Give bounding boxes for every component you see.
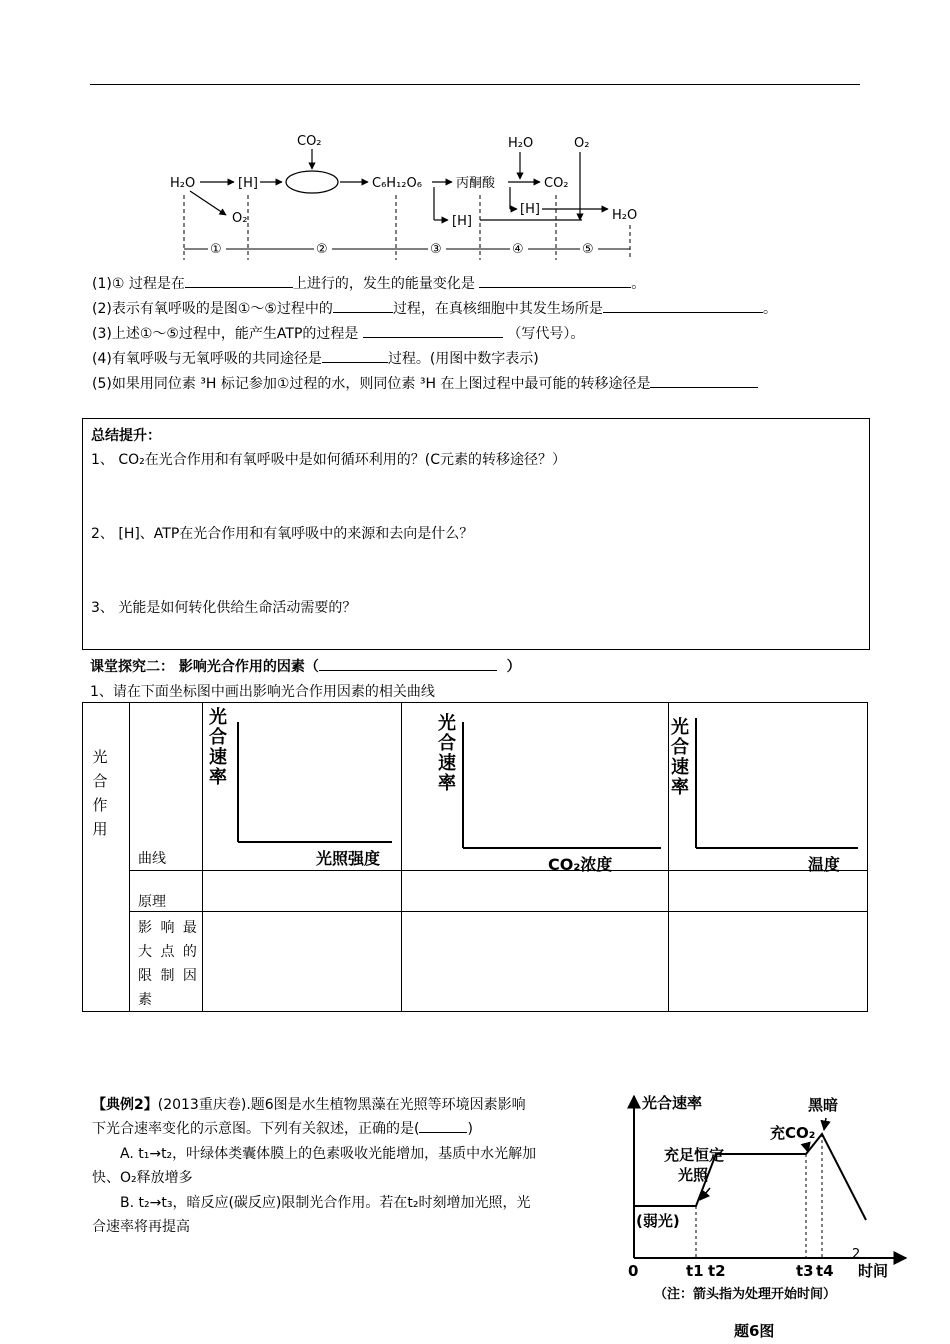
graph1-ylabel: 光合速率 bbox=[209, 707, 227, 788]
page-number: 2 bbox=[852, 1247, 861, 1262]
limit-cell-2[interactable] bbox=[401, 911, 669, 1012]
answer-blank[interactable] bbox=[322, 348, 388, 363]
stage-2: ② bbox=[316, 242, 328, 257]
stage-5: ⑤ bbox=[582, 242, 594, 257]
co2-top-label: CO₂ bbox=[297, 134, 322, 149]
summary-box bbox=[82, 418, 870, 650]
summary-item-1: 1、 CO₂在光合作用和有氧呼吸中是如何循环利用的？(C元素的转移途径？） bbox=[91, 452, 567, 468]
o2-top-label: O₂ bbox=[574, 136, 590, 151]
answer-blank[interactable] bbox=[419, 1118, 467, 1133]
row-label-principle: 原理 bbox=[129, 870, 203, 912]
answer-blank[interactable] bbox=[650, 373, 758, 388]
stage-4: ④ bbox=[512, 242, 524, 257]
limit-cell-1[interactable] bbox=[202, 911, 402, 1012]
h-label-1: [H] bbox=[238, 176, 258, 191]
answer-blank[interactable] bbox=[185, 273, 293, 288]
question-5: (5)如果用同位素 ³H 标记参加①过程的水，则同位素 ³H 在上图过程中最可能的转移途径是 bbox=[92, 373, 758, 393]
h2o-end-label: H₂O bbox=[612, 208, 638, 223]
fig6-dark: 黑暗 bbox=[808, 1096, 839, 1114]
option-a-1: A. t₁→t₂，叶绿体类囊体膜上的色素吸收光能增加，基质中水光解加 bbox=[120, 1146, 537, 1162]
fig6-t3: t3 bbox=[796, 1262, 814, 1280]
question-3: (3)上述①～⑤过程中，能产生ATP的过程是 （写代号）。 bbox=[92, 323, 584, 343]
axes-graph-3 bbox=[668, 702, 868, 871]
row-label-limit: 影 响 最 大 点 的 限 制 因 素 bbox=[129, 911, 203, 1012]
header-rule bbox=[90, 84, 860, 85]
principle-cell-2[interactable] bbox=[401, 870, 669, 912]
question-1: (1)① 过程是在 上进行的，发生的能量变化是 。 bbox=[92, 273, 645, 293]
h-label-3: [H] bbox=[452, 214, 472, 229]
h2o-top-label: H₂O bbox=[508, 136, 534, 151]
summary-title: 总结提升： bbox=[91, 428, 161, 444]
fig6-co2: 充CO₂ bbox=[770, 1124, 816, 1142]
principle-cell-3[interactable] bbox=[668, 870, 868, 912]
fig6-t1: t1 bbox=[686, 1262, 704, 1280]
graph2-xlabel: CO₂浓度 bbox=[548, 855, 613, 874]
glucose-label: C₆H₁₂O₆ bbox=[372, 176, 422, 191]
fig6-weak: (弱光) bbox=[636, 1212, 680, 1230]
section2-instruction: 1、请在下面坐标图中画出影响光合作用因素的相关曲线 bbox=[90, 684, 435, 700]
row-label-curve: 曲线 bbox=[129, 702, 203, 871]
answer-blank[interactable] bbox=[319, 656, 497, 671]
fig6-light-1: 充足恒定 bbox=[664, 1146, 725, 1164]
graph3-xlabel: 温度 bbox=[808, 855, 841, 874]
fig6-caption: 题6图 bbox=[734, 1322, 775, 1340]
option-b-1: B. t₂→t₃，暗反应(碳反应)限制光合作用。若在t₂时刻增加光照，光 bbox=[120, 1195, 531, 1211]
option-b-2: 合速率将再提高 bbox=[92, 1219, 190, 1235]
fig6-origin: 0 bbox=[628, 1262, 639, 1280]
graph1-xlabel: 光照强度 bbox=[316, 849, 381, 868]
table-left-cell bbox=[82, 702, 130, 1012]
principle-cell-1[interactable] bbox=[202, 870, 402, 912]
question-2: (2)表示有氧呼吸的是图①～⑤过程中的 过程，在真核细胞中其发生场所是 。 bbox=[92, 298, 777, 318]
stage-1: ① bbox=[210, 242, 222, 257]
h-label-2: [H] bbox=[520, 202, 540, 217]
pyruvate-label: 丙酮酸 bbox=[456, 176, 496, 191]
h2o-label: H₂O bbox=[170, 176, 196, 191]
metabolism-diagram bbox=[150, 125, 650, 265]
o2-label: O₂ bbox=[232, 211, 248, 226]
example-line-1: 【典例2】(2013重庆卷).题6图是水生植物黑藻在光照等环境因素影响 bbox=[92, 1097, 526, 1113]
stage-3: ③ bbox=[430, 242, 442, 257]
fig6-t4: t4 bbox=[816, 1262, 834, 1280]
graph3-ylabel: 光合速率 bbox=[671, 717, 689, 798]
limit-cell-3[interactable] bbox=[668, 911, 868, 1012]
option-a-2: 快、O₂释放增多 bbox=[92, 1170, 193, 1186]
answer-blank[interactable] bbox=[333, 298, 393, 313]
answer-blank[interactable] bbox=[603, 298, 763, 313]
graph2-ylabel: 光合速率 bbox=[438, 713, 456, 794]
fig6-xlabel: 时间 bbox=[858, 1262, 889, 1280]
fig6-light-2: 光照 bbox=[678, 1166, 709, 1184]
co2-right-label: CO₂ bbox=[544, 176, 569, 191]
left-label: 光 合 作 用 bbox=[92, 748, 108, 838]
answer-blank[interactable] bbox=[363, 323, 503, 338]
fig6-ylabel: 光合速率 bbox=[642, 1094, 703, 1112]
summary-item-3: 3、 光能是如何转化供给生命活动需要的？ bbox=[91, 600, 357, 616]
fig6-t2: t2 bbox=[708, 1262, 726, 1280]
question-4: (4)有氧呼吸与无氧呼吸的共同途径是 过程。(用图中数字表示) bbox=[92, 348, 539, 368]
figure-6 bbox=[620, 1090, 920, 1340]
answer-blank[interactable] bbox=[479, 273, 631, 288]
section2-title: 课堂探究二： 影响光合作用的因素（ ） bbox=[90, 656, 521, 676]
example-line-2: 下光合速率变化的示意图。下列有关叙述，正确的是( ) bbox=[92, 1118, 473, 1138]
fig6-note: （注：箭头指为处理开始时间） bbox=[654, 1287, 837, 1302]
summary-item-2: 2、 [H]、ATP在光合作用和有氧呼吸中的来源和去向是什么？ bbox=[91, 526, 474, 542]
